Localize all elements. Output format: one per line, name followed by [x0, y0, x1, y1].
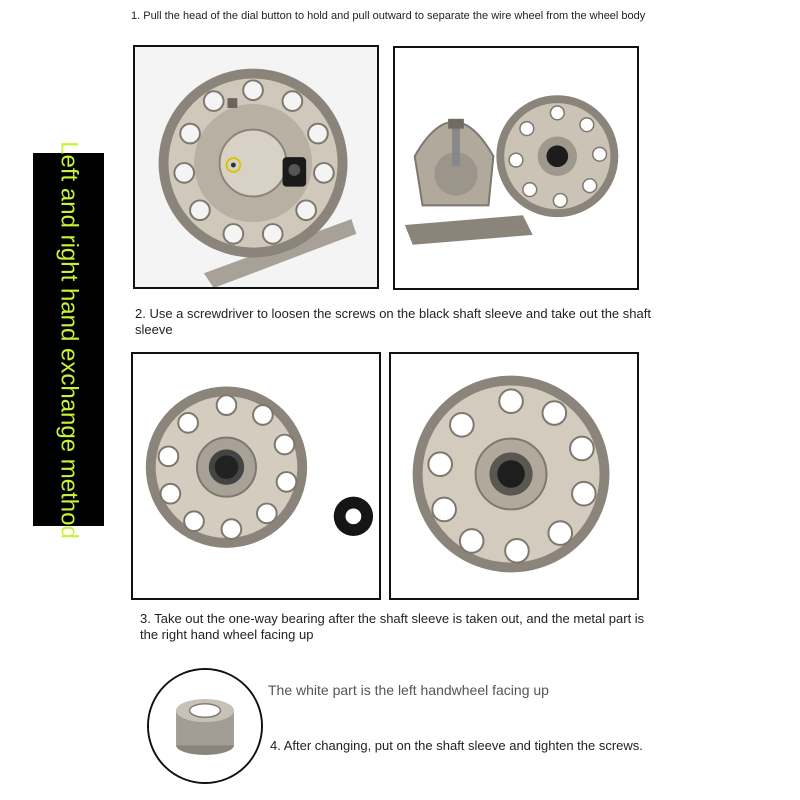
- white-part-note: The white part is the left handwheel facing up: [268, 682, 549, 698]
- step-1-text: 1. Pull the head of the dial button to hold and pull outward to separate the wire wheel from the wheel body: [131, 10, 646, 22]
- bearing-illustration: [149, 670, 261, 782]
- photo-spool-with-sleeve: [131, 352, 381, 600]
- photo-reel-separated: [393, 46, 639, 290]
- step-4-text: 4. After changing, put on the shaft sleeve and tighten the screws.: [270, 738, 643, 753]
- step-3-text: 3. Take out the one-way bearing after the shaft sleeve is taken out, and the metal part is the right hand wheel facing up: [140, 611, 645, 642]
- spool-bearing-illustration: [391, 354, 637, 598]
- photo-bearing-closeup: [147, 668, 263, 784]
- reel-separated-illustration: [395, 48, 637, 288]
- step-2-text: 2. Use a screwdriver to loosen the screws on the black shaft sleeve and take out the shaft sleeve: [135, 306, 651, 337]
- reel-assembled-illustration: [135, 47, 377, 287]
- photo-spool-bearing: [389, 352, 639, 600]
- side-banner-title: Left and right hand exchange method: [55, 140, 82, 539]
- side-banner: [33, 140, 104, 539]
- spool-sleeve-illustration: [133, 354, 379, 598]
- photo-reel-assembled: [133, 45, 379, 289]
